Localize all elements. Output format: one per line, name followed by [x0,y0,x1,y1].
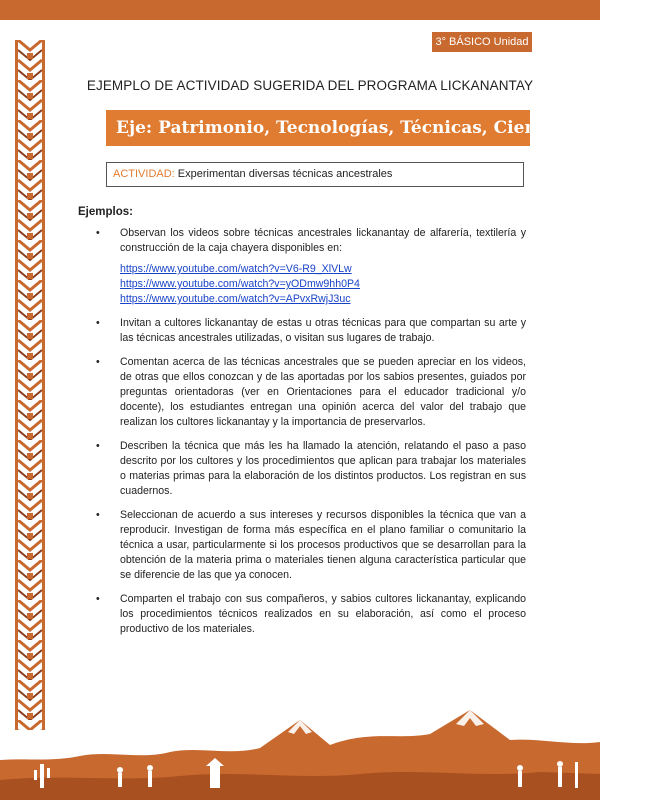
list-item [96,226,526,307]
video-link[interactable]: https://www.youtube.com/watch?v=APvxRwjJ3uc [120,293,351,305]
examples-list [96,226,526,646]
list-item [96,355,526,430]
document-title: EJEMPLO DE ACTIVIDAD SUGERIDA DEL PROGRAMA LICKANANTAY [86,78,534,93]
video-link[interactable]: https://www.youtube.com/watch?v=V6-R9_XlVLw [120,263,352,275]
landscape-footer-illustration [0,690,600,800]
axis-banner: Eje: Patrimonio, Tecnologías, Técnicas, Ciencias y Artes [106,110,530,146]
list-item-text: Comparten el trabajo con sus compañeros, y sabios cultores lickanantay, explicando los procedimientos técnicos realizados en su elaboración, así como el proceso productivo de los materiales. [120,593,526,635]
bullet-icon: • [96,317,100,329]
grade-unit-badge: 3° BÁSICO Unidad 2 [432,32,532,52]
activity-text: Experimentan diversas técnicas ancestrales [177,168,393,180]
bullet-icon: • [96,593,100,605]
list-item-text: Seleccionan de acuerdo a sus intereses y recursos disponibles la técnica que van a reproducir. Investigan de forma más específica en el plano familiar o comunitario la técnica a usar, particularmente si los procesos productivos que se desarrollan para la obtención de la materia prima o materiales tienen alguna característica particular que se diferencie de las que ya conocen. [120,509,526,581]
list-item [96,439,526,499]
list-item [96,316,526,346]
list-item [96,508,526,583]
decorative-border-strip [15,40,45,730]
list-item-text: Invitan a cultores lickanantay de estas u otras técnicas para que compartan su arte y las técnicas ancestrales utilizadas, o visitan sus lugares de trabajo. [120,317,526,344]
list-item [96,592,526,637]
examples-heading: Ejemplos: [78,206,133,218]
list-item-text: Observan los videos sobre técnicas ancestrales lickanantay de alfarería, textilería y construcción de la caja chayera disponibles en: [120,227,526,254]
top-color-band [0,0,600,20]
activity-label: ACTIVIDAD: [113,168,175,180]
video-link[interactable]: https://www.youtube.com/watch?v=yODmw9hh0P4 [120,278,360,290]
list-item-text: Describen la técnica que más les ha llamado la atención, relatando el paso a paso descrito por los cultores y los procedimientos que aplican para trabajar los materiales o materias primas para la elaboración de los distintos productos. Los registran en sus cuadernos. [120,440,526,497]
bullet-icon: • [96,509,100,521]
bullet-icon: • [96,440,100,452]
activity-box [106,162,524,187]
bullet-icon: • [96,356,100,368]
bullet-icon: • [96,227,100,239]
list-item-text: Comentan acerca de las técnicas ancestrales que se pueden apreciar en los videos, de otras que ellos conozcan y de las aportadas por los sabios presentes, guiados por preguntas orientadoras (ver en Orientaciones para el educador tradicional y/o docente), los estudiantes entregan una opinión acerca del valor del trabajo que realizan los cultores lickanantay y la importancia de preservarlos. [120,356,526,428]
video-links [120,262,526,307]
